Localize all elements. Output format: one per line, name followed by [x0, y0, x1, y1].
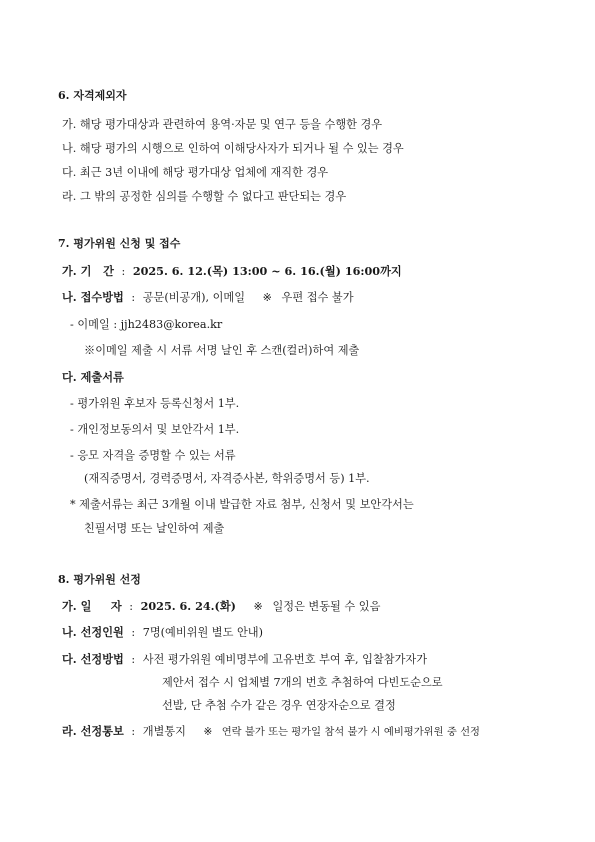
colon: : — [121, 265, 126, 278]
colon: : — [129, 600, 134, 613]
reference-mark: ※ — [203, 726, 213, 738]
email-line: - 이메일 : jjh2483@korea.kr — [70, 318, 223, 331]
selection-date-value: 2025. 6. 24.(화) — [140, 599, 236, 613]
selection-count-value: 7명(예비위원 별도 안내) — [142, 626, 263, 639]
documents-note-line-1: * 제출서류는 최근 3개월 이내 발급한 자료 첨부, 신청서 및 보안각서는 — [70, 498, 414, 511]
selection-method-label: 다. 선정방법 — [62, 652, 124, 666]
colon: : — [131, 291, 136, 304]
selection-method-line-3: 선발, 단 추첨 수가 같은 경우 연장자순으로 결정 — [162, 699, 396, 712]
selection-method-line-2: 제안서 접수 시 업체별 7개의 번호 추첨하여 다빈도순으로 — [162, 676, 443, 689]
submission-documents-label: 다. 제출서류 — [62, 370, 124, 384]
submission-method-value: 공문(비공개), 이메일 — [142, 291, 246, 304]
selection-count-label: 나. 선정인원 — [62, 625, 124, 639]
reference-mark: ※ — [262, 291, 272, 304]
section-6-item-1: 가. 해당 평가대상과 관련하여 용역·자문 및 연구 등을 수행한 경우 — [62, 118, 383, 131]
colon: : — [131, 653, 136, 666]
application-period-label: 가. 기 간 — [62, 264, 114, 278]
section-6-title: 6. 자격제외자 — [58, 89, 127, 102]
submission-method-label: 나. 접수방법 — [62, 290, 124, 304]
email-note: ※이메일 제출 시 서류 서명 날인 후 스캔(컬러)하여 제출 — [84, 344, 360, 357]
document-item-3: - 응모 자격을 증명할 수 있는 서류 — [70, 449, 236, 462]
selection-notice-label: 라. 선정통보 — [62, 724, 124, 738]
submission-method-note: 우편 접수 불가 — [281, 291, 354, 304]
colon: : — [131, 725, 136, 738]
selection-date-label: 가. 일 자 — [62, 599, 122, 613]
section-6-item-2: 나. 해당 평가의 시행으로 인하여 이해당사자가 되거나 될 수 있는 경우 — [62, 142, 404, 155]
submission-method-row — [62, 290, 354, 305]
documents-note-line-2: 친필서명 또는 날인하여 제출 — [84, 522, 225, 535]
application-period-value: 2025. 6. 12.(목) 13:00 ~ 6. 16.(월) 16:00까지 — [132, 264, 402, 278]
selection-method-line-1: 사전 평가위원 예비명부에 고유번호 부여 후, 입찰참가자가 — [142, 653, 427, 666]
document-item-1: - 평가위원 후보자 등록신청서 1부. — [70, 397, 240, 410]
application-period-row — [62, 264, 402, 279]
selection-count-row — [62, 625, 263, 640]
reference-mark: ※ — [253, 600, 263, 613]
section-7-title: 7. 평가위원 신청 및 접수 — [58, 237, 181, 250]
colon: : — [131, 626, 136, 639]
section-8-title: 8. 평가위원 선정 — [58, 573, 141, 586]
selection-notice-row — [62, 724, 480, 740]
document-item-2: - 개인정보동의서 및 보안각서 1부. — [70, 423, 240, 436]
selection-date-note: 일정은 변동될 수 있음 — [272, 600, 381, 613]
section-6-item-3: 다. 최근 3년 이내에 해당 평가대상 업체에 재직한 경우 — [62, 166, 329, 179]
selection-date-row — [62, 599, 380, 614]
document-item-3-detail: (재직증명서, 경력증명서, 자격증사본, 학위증명서 등) 1부. — [84, 472, 370, 485]
selection-notice-value: 개별통지 — [142, 725, 186, 738]
selection-notice-note: 연락 불가 또는 평가일 참석 불가 시 예비평가위원 중 선정 — [221, 726, 480, 738]
selection-method-row — [62, 652, 427, 667]
section-6-item-4: 라. 그 밖의 공정한 심의를 수행할 수 없다고 판단되는 경우 — [62, 190, 347, 203]
